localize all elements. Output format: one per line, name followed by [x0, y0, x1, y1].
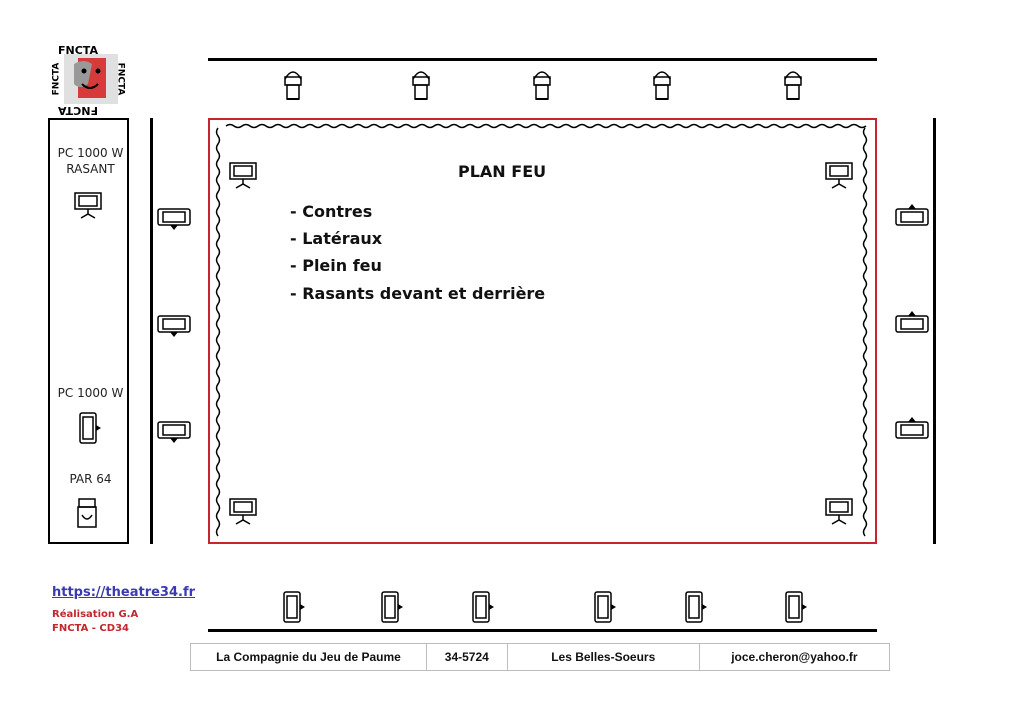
legend-pc-icon [76, 411, 102, 447]
legend-pc-label: PC 1000 W [57, 386, 124, 400]
plan-item-lateraux: - Latéraux [290, 229, 383, 248]
email-cell: joce.cheron@yahoo.fr [731, 650, 858, 664]
plan-title: PLAN FEU [458, 162, 547, 181]
bottom-spotlight-icon [280, 590, 306, 626]
bottom-spotlight-icon [591, 590, 617, 626]
right-side-bar [933, 118, 936, 544]
left-lateral-spotlight-icon [156, 312, 192, 338]
lower-bar [208, 629, 877, 632]
bottom-spotlight-icon [782, 590, 808, 626]
company-cell: La Compagnie du Jeu de Paume [191, 644, 427, 670]
left-lateral-spotlight-icon [156, 205, 192, 231]
plan-item-plein-feu: - Plein feu [290, 256, 382, 275]
rasant-spotlight-icon [226, 496, 260, 526]
logo-text-right: FNCTA [115, 62, 126, 96]
legend-rasant-icon [71, 190, 105, 220]
top-spotlight-icon [282, 65, 304, 101]
logo-text-left: FNCTA [51, 62, 62, 96]
rasant-spotlight-icon [822, 496, 856, 526]
bottom-spotlight-icon [682, 590, 708, 626]
website-link[interactable]: https://theatre34.fr [52, 585, 196, 600]
right-lateral-spotlight-icon [894, 312, 930, 338]
left-side-bar [150, 118, 153, 544]
play-cell: Les Belles-Soeurs [508, 644, 700, 670]
legend-par-label: PAR 64 [69, 472, 112, 486]
top-spotlight-icon [410, 65, 432, 101]
bottom-spotlight-icon [378, 590, 404, 626]
info-table [190, 643, 890, 671]
legend-box [48, 118, 129, 544]
logo-text-bottom: FNCTA [58, 104, 98, 117]
plan-item-contres: - Contres [290, 202, 373, 221]
right-lateral-spotlight-icon [894, 205, 930, 231]
curtain-lines [208, 118, 877, 544]
bottom-spotlight-icon [469, 590, 495, 626]
legend-pc-rasant-label-2: RASANT [66, 162, 115, 176]
rasant-spotlight-icon [822, 160, 856, 190]
left-lateral-spotlight-icon [156, 418, 192, 444]
credit-line-1: Réalisation G.A [52, 609, 139, 620]
fncta-logo [51, 44, 128, 117]
upper-bar [208, 58, 877, 61]
legend-par64-icon [76, 497, 98, 531]
legend-pc-rasant-label-1: PC 1000 W [57, 146, 124, 160]
credit-line-2: FNCTA - CD34 [52, 623, 129, 634]
top-spotlight-icon [782, 65, 804, 101]
code-cell: 34-5724 [427, 644, 508, 670]
logo-text-top: FNCTA [58, 44, 98, 57]
right-lateral-spotlight-icon [894, 418, 930, 444]
top-spotlight-icon [531, 65, 553, 101]
plan-item-rasants: - Rasants devant et derrière [290, 284, 546, 303]
rasant-spotlight-icon [226, 160, 260, 190]
top-spotlight-icon [651, 65, 673, 101]
